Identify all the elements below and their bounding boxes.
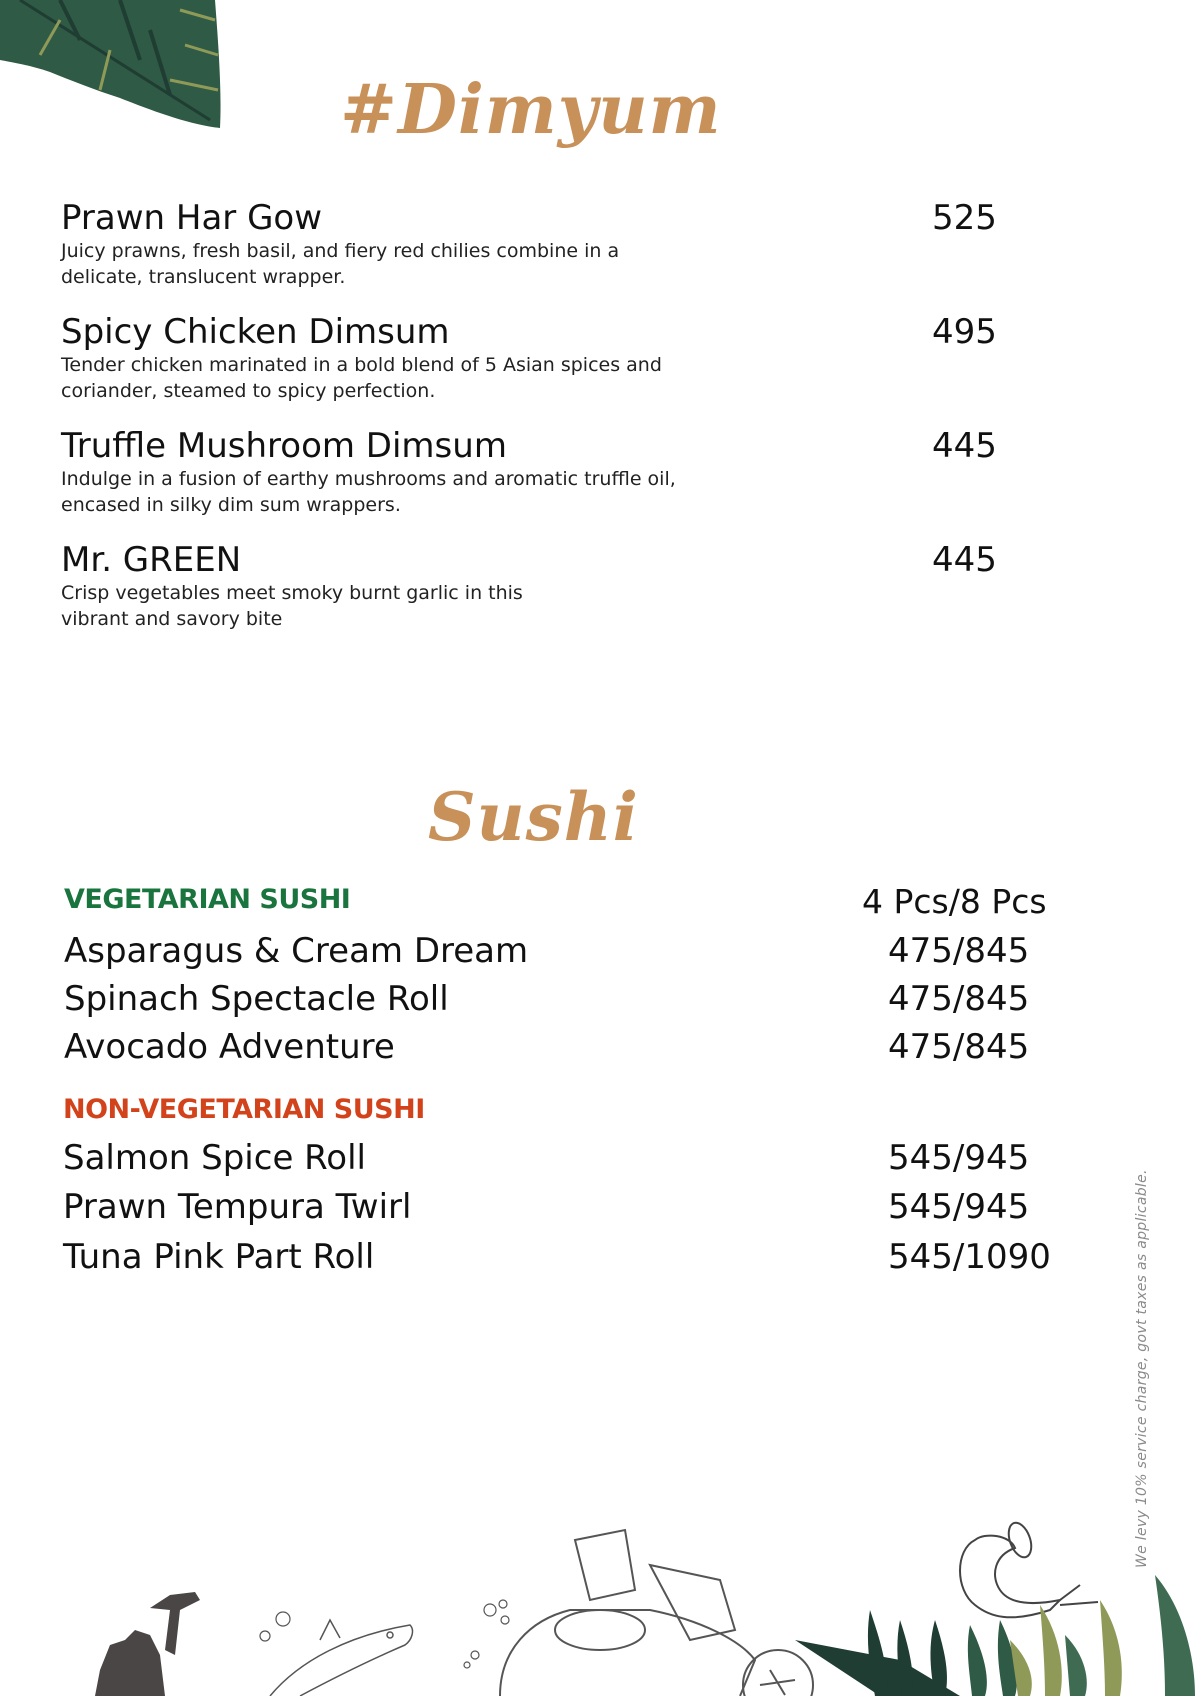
- sushi-price: 475/845: [888, 1027, 1030, 1067]
- sushi-section-title: Sushi: [428, 778, 639, 856]
- sushi-price: 545/945: [888, 1138, 1030, 1178]
- dish-description: Tender chicken marinated in a bold blend of 5 Asian spices and coriander, steamed to spicy perfection.: [61, 354, 662, 402]
- dimsum-item: [61, 540, 1021, 632]
- sushi-item: [64, 1136, 1064, 1180]
- service-charge-note: We levy 10% service charge, govt taxes as applicable.: [1134, 1169, 1150, 1568]
- dish-description: Indulge in a fusion of earthy mushrooms and aromatic truffle oil, encased in silky dim sum wrappers.: [61, 468, 676, 516]
- sushi-name: Asparagus & Cream Dream: [64, 931, 529, 971]
- dish-description: Juicy prawns, fresh basil, and fiery red chilies combine in a delicate, translucent wrapper.: [61, 240, 620, 288]
- dish-price: 445: [932, 426, 997, 466]
- portion-size-header: 4 Pcs/8 Pcs: [862, 882, 1047, 921]
- dish-name: Truffle Mushroom Dimsum: [61, 426, 507, 466]
- dish-price: 525: [932, 198, 997, 238]
- dish-name: Mr. GREEN: [61, 540, 242, 580]
- fish-icon: [270, 1620, 412, 1696]
- dimsum-item: [61, 426, 1021, 518]
- sushi-price: 545/1090: [888, 1237, 1051, 1277]
- sushi-name: Avocado Adventure: [64, 1027, 395, 1067]
- dimsum-item: [61, 198, 1021, 290]
- dish-name: Prawn Har Gow: [61, 198, 323, 238]
- sushi-name: Salmon Spice Roll: [63, 1138, 366, 1178]
- non-vegetarian-sushi-heading: NON-VEGETARIAN SUSHI: [63, 1094, 425, 1125]
- dish-price: 495: [932, 312, 997, 352]
- sushi-item: [64, 1235, 1064, 1279]
- dish-price: 445: [932, 540, 997, 580]
- vegetarian-sushi-heading: VEGETARIAN SUSHI: [64, 884, 351, 915]
- sushi-item: [64, 977, 1064, 1021]
- sushi-name: Tuna Pink Part Roll: [63, 1237, 375, 1277]
- food-illustration-decoration: [0, 1480, 1200, 1696]
- dish-description: Crisp vegetables meet smoky burnt garlic in this vibrant and savory bite: [61, 582, 523, 630]
- sushi-item: [64, 1025, 1064, 1069]
- sushi-price: 545/945: [888, 1187, 1030, 1227]
- dish-name: Spicy Chicken Dimsum: [61, 312, 450, 352]
- dimsum-section-title: #Dimyum: [340, 70, 722, 150]
- sushi-price: 475/845: [888, 931, 1030, 971]
- shrimp-icon: [960, 1520, 1098, 1618]
- sushi-item: [64, 1185, 1064, 1229]
- sushi-item: [64, 929, 1064, 973]
- nachos-bowl-icon: [500, 1530, 813, 1696]
- palm-leaf-decoration: [0, 0, 225, 130]
- dimsum-item: [61, 312, 1021, 404]
- fern-leaves-icon: [795, 1575, 1195, 1696]
- coral-icon: [95, 1592, 200, 1696]
- sushi-price: 475/845: [888, 979, 1030, 1019]
- sushi-name: Prawn Tempura Twirl: [63, 1187, 412, 1227]
- sushi-name: Spinach Spectacle Roll: [64, 979, 449, 1019]
